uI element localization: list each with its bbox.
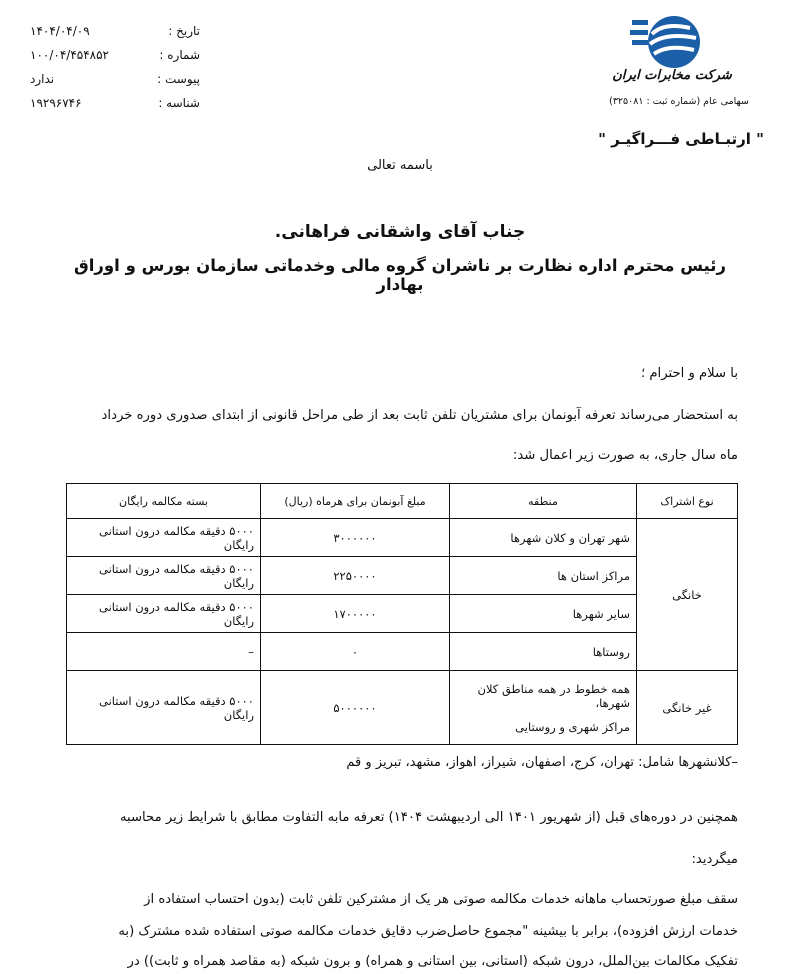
header-subscription-type: نوع اشتراک — [637, 484, 738, 519]
bismillah: باسمه تعالی — [367, 158, 433, 173]
fee-cell: ۵۰۰۰۰۰۰ — [261, 671, 450, 745]
addressee-name: جناب آقای واشقانی فراهانی. — [274, 222, 526, 242]
company-registration: سهامی عام (شماره ثبت : ۳۲۵۰۸۱) — [609, 96, 749, 107]
meta-attachment — [30, 72, 200, 86]
para2-line-2: میگردید: — [691, 852, 738, 867]
region-cell: روستاها — [450, 633, 637, 671]
group-non-residential: غیر خانگی — [637, 671, 738, 745]
company-name: شرکت مخابرات ایران — [612, 68, 732, 83]
fee-cell: ۲۲۵۰۰۰۰ — [261, 557, 450, 595]
region-cell: سایر شهرها — [450, 595, 637, 633]
meta-attachment-value: ندارد — [30, 72, 55, 86]
meta-number-value: ۱۰۰/۰۴/۴۵۴۸۵۲ — [30, 48, 109, 62]
para3-line-2: خدمات ارزش افزوده)، برابر با بیشینه "مجموع حاصل‌ضرب دقایق خدمات مکالمه صوتی استفاده شده مشترک (به — [118, 924, 738, 939]
package-cell: ۵۰۰۰ دقیقه مکالمه درون استانی رایگان — [67, 595, 261, 633]
intro-line-1: به استحضار می‌رساند تعرفه آبونمان برای مشتریان تلفن ثابت بعد از طی مراحل قانونی از ابتدای صدوری دوره خرداد — [101, 408, 738, 423]
para3-line-1: سقف مبلغ صورتحساب ماهانه خدمات مکالمه صوتی هر یک از مشترکین تلفن ثابت (بدون احتساب استفاده از — [144, 892, 738, 907]
region-line-1: همه خطوط در همه مناطق کلان شهرها، — [477, 681, 630, 710]
package-cell: ۵۰۰۰ دقیقه مکالمه درون استانی رایگان — [67, 557, 261, 595]
meta-id-value: ۱۹۲۹۶۷۴۶ — [30, 96, 82, 110]
tariff-table — [66, 483, 738, 745]
table-row — [67, 519, 738, 557]
meta-id — [30, 96, 200, 110]
addressee-title: رئیس محترم اداره نظارت بر ناشران گروه مالی وخدماتی سازمان بورس و اوراق بهادار — [74, 256, 726, 294]
meta-attachment-label: پیوست : — [157, 72, 200, 86]
meta-id-label: شناسه : — [158, 96, 200, 110]
region-cell: شهر تهران و کلان شهرها — [450, 519, 637, 557]
header-monthly-fee: مبلغ آبونمان برای هرماه (ریال) — [261, 484, 450, 519]
region-cell — [450, 671, 637, 745]
fee-cell: ۱۷۰۰۰۰۰ — [261, 595, 450, 633]
fee-cell: ۳۰۰۰۰۰۰ — [261, 519, 450, 557]
header-free-package: بسته مکالمه رایگان — [67, 484, 261, 519]
company-slogan: " ارتبـاطی فـــراگیـر " — [598, 130, 764, 148]
package-cell: ۵۰۰۰ دقیقه مکالمه درون استانی رایگان — [67, 519, 261, 557]
header-region: منطقه — [450, 484, 637, 519]
group-residential: خانگی — [637, 519, 738, 671]
table-row — [67, 671, 738, 745]
package-cell: ۵۰۰۰ دقیقه مکالمه درون استانی رایگان — [67, 671, 261, 745]
telecommunication-iran-logo-icon — [628, 12, 708, 74]
greeting: با سلام و احترام ؛ — [640, 366, 738, 381]
meta-number — [30, 48, 200, 62]
region-cell: مراکز استان ها — [450, 557, 637, 595]
meta-date-value: ۱۴۰۴/۰۴/۰۹ — [30, 24, 90, 38]
meta-date-label: تاریخ : — [168, 24, 200, 38]
intro-line-2: ماه سال جاری، به صورت زیر اعمال شد: — [512, 448, 738, 463]
para2-line-1: همچنین در دوره‌های قبل (از شهریور ۱۴۰۱ الی اردیبهشت ۱۴۰۴) تعرفه مابه التفاوت مطابق با شرایط زیر محاسبه — [119, 810, 738, 825]
package-cell: – — [67, 633, 261, 671]
meta-number-label: شماره : — [159, 48, 200, 62]
region-line-2: مراکز شهری و روستایی — [515, 719, 630, 734]
para3-line-3: تفکیک مکالمات بین‌الملل، درون شبکه (استانی، بین استانی و همراه) و برون شبکه (به مقاصد همراه و ثابت)) در — [127, 954, 738, 969]
meta-date — [30, 24, 200, 38]
table-header-row — [67, 484, 738, 519]
fee-cell: ۰ — [261, 633, 450, 671]
footnote-metropolises: –کلانشهرها شامل: تهران، کرج، اصفهان، شیراز، اهواز، مشهد، تبریز و قم — [346, 755, 738, 770]
